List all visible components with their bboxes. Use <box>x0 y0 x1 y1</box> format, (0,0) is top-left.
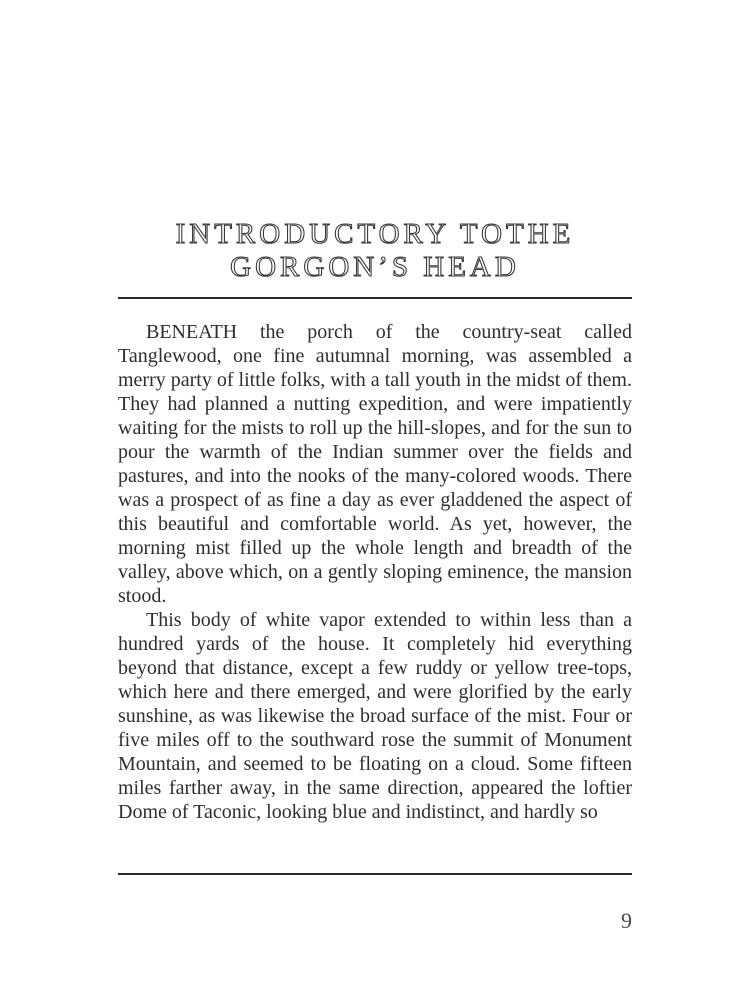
footer-divider-rule <box>118 873 632 875</box>
chapter-title <box>118 218 632 284</box>
chapter-title-line-1: INTRODUCTORY TOTHE <box>175 218 575 250</box>
page-number: 9 <box>621 908 632 933</box>
title-divider-rule <box>118 297 632 299</box>
paragraph-1: BENEATH the porch of the country-seat called Tanglewood, one fine autumnal morning, was assembled a merry party of little folks, with a tall youth in the midst of them. They had planned a nutting expedition, and were impatiently waiting for the mists to roll up the hill-slopes, and for the sun to pour the warmth of the Indian summer over the fields and pastures, and into the nooks of the many-colored woods. There was a prospect of as fine a day as ever gladdened the aspect of this beautiful and comfortable world. As yet, however, the morning mist filled up the whole length and breadth of the valley, above which, on a gently sloping eminence, the mansion stood. <box>118 321 632 607</box>
body-text <box>118 320 632 824</box>
chapter-title-line-2: GORGON’S HEAD <box>230 251 520 283</box>
paragraph-2: This body of white vapor extended to within less than a hundred yards of the house. It completely hid everything beyond that distance, except a few ruddy or yellow tree-tops, which here and there emerged, and were glorified by the early sunshine, as was likewise the broad surface of the mist. Four or five miles off to the southward rose the summit of Monument Mountain, and seemed to be floating on a cloud. Some fifteen miles farther away, in the same direction, appeared the loftier Dome of Taconic, looking blue and indistinct, and hardly so <box>118 609 632 823</box>
